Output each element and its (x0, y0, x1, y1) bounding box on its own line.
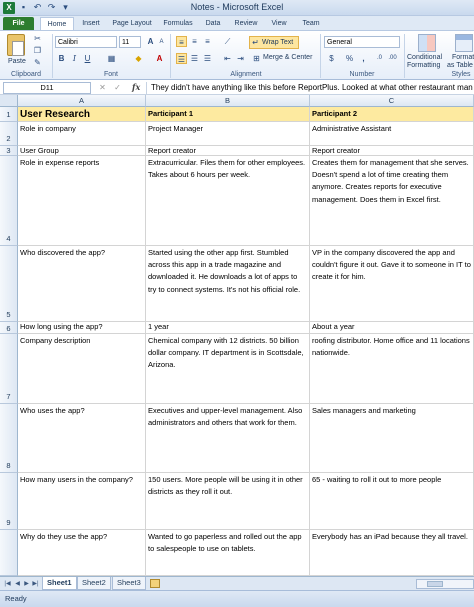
copy-icon[interactable]: ❐ (33, 46, 42, 55)
tab-formulas[interactable]: Formulas (163, 20, 193, 27)
sheet-tab-sheet1[interactable]: Sheet1 (42, 577, 77, 590)
cell-a1[interactable]: User Research (18, 107, 146, 122)
currency-button[interactable]: $ (329, 54, 334, 63)
cell-c4[interactable]: Creates them for management that she serves. Doesn't spend a lot of time creating them anymore. Creates reports for executive management. Does them in Excel first. (310, 156, 474, 246)
italic-button[interactable]: I (72, 54, 77, 63)
merge-center-button[interactable]: Merge & Center (263, 54, 313, 61)
column-header-c[interactable]: C (310, 95, 474, 107)
grow-font-icon[interactable]: A (147, 37, 154, 46)
cell-a5[interactable]: Who discovered the app? (18, 246, 146, 322)
group-divider (52, 34, 53, 78)
horizontal-scrollbar[interactable] (416, 579, 474, 589)
cell-c1[interactable]: Participant 2 (310, 107, 474, 122)
decrease-indent-icon[interactable]: ⇤ (224, 54, 231, 63)
cell-b10[interactable]: Wanted to go paperless and rolled out the app to salespeople to use on tablets. (146, 530, 310, 576)
clipboard-group-label: Clipboard (11, 71, 41, 78)
sheet-tab-bar (0, 576, 474, 590)
format-as-table-button-line2[interactable]: as Table (447, 62, 473, 69)
group-divider (170, 34, 171, 78)
cell-a10[interactable]: Why do they use the app? (18, 530, 146, 576)
decrease-decimal-icon[interactable]: .00 (388, 55, 397, 61)
fill-color-icon[interactable]: ◆ (135, 54, 142, 63)
percent-button[interactable]: % (345, 54, 354, 63)
cell-a2[interactable]: Role in company (18, 122, 146, 146)
cell-c3[interactable]: Report creator (310, 146, 474, 156)
insert-sheet-icon[interactable] (150, 579, 160, 588)
next-sheet-icon[interactable]: ▶ (24, 581, 29, 587)
status-text: Ready (5, 594, 27, 603)
cancel-icon[interactable]: ✕ (99, 83, 106, 92)
tab-home[interactable]: Home (40, 17, 74, 30)
tab-file[interactable]: File (3, 17, 34, 30)
conditional-formatting-button-line2[interactable]: Formatting (407, 62, 441, 69)
cell-c2[interactable]: Administrative Assistant (310, 122, 474, 146)
number-format-select[interactable]: General (324, 36, 400, 48)
bottom-align-icon[interactable]: ≡ (205, 37, 210, 46)
group-divider (404, 34, 405, 78)
cell-a9[interactable]: How many users in the company? (18, 473, 146, 530)
cell-a8[interactable]: Who uses the app? (18, 404, 146, 473)
cell-a3[interactable]: User Group (18, 146, 146, 156)
cell-b9[interactable]: 150 users. More people will be using it in other districts as they roll it out. (146, 473, 310, 530)
select-all-corner[interactable] (0, 95, 18, 107)
merge-icon: ⊞ (253, 54, 260, 63)
conditional-formatting-icon[interactable] (418, 34, 436, 52)
format-as-table-button[interactable]: Format (452, 54, 474, 61)
enter-icon[interactable]: ✓ (114, 83, 121, 92)
format-painter-icon[interactable]: ✎ (34, 58, 41, 67)
cell-b7[interactable]: Chemical company with 12 districts. 50 billion dollar company. IT department is in Scottsdale, Arizona. (146, 334, 310, 404)
cell-b5[interactable]: Started using the other app first. Stumbled across this app in a trade magazine and downloaded it. He downloads a lot of apps to try to connect systems. It's not his official role. (146, 246, 310, 322)
align-center-icon[interactable]: ☰ (190, 54, 199, 63)
customize-qat-icon[interactable]: ▾ (63, 2, 68, 12)
shrink-font-icon[interactable]: A (159, 39, 164, 45)
sheet-tab-sheet3[interactable]: Sheet3 (112, 577, 146, 590)
underline-button[interactable]: U (84, 54, 91, 63)
row-header[interactable]: 5 (0, 246, 18, 322)
tab-team[interactable]: Team (302, 20, 320, 27)
row-header[interactable]: 9 (0, 473, 18, 530)
row-header[interactable]: 8 (0, 404, 18, 473)
tab-insert[interactable]: Insert (82, 20, 100, 27)
borders-icon[interactable]: ▦ (107, 54, 116, 63)
align-right-icon[interactable]: ☰ (203, 54, 212, 63)
wrap-text-icon: ↵ (252, 38, 259, 47)
ribbon (0, 30, 474, 80)
conditional-formatting-button[interactable]: Conditional (407, 54, 443, 61)
row-header[interactable]: 3 (0, 146, 18, 156)
cell-b2[interactable]: Project Manager (146, 122, 310, 146)
title-bar (0, 0, 474, 16)
paste-icon[interactable] (7, 34, 25, 56)
align-left-icon[interactable]: ☰ (177, 55, 186, 64)
middle-align-icon[interactable]: ≡ (192, 37, 197, 46)
row-header[interactable]: 7 (0, 334, 18, 404)
row-header[interactable]: 4 (0, 156, 18, 246)
alignment-group-label: Alignment (230, 71, 262, 78)
increase-decimal-icon[interactable]: .0 (376, 55, 382, 61)
format-as-table-icon[interactable] (455, 34, 473, 52)
cell-c7[interactable]: roofing distributor. Home office and 11 locations nationwide. (310, 334, 474, 404)
first-sheet-icon[interactable]: |◀ (4, 581, 11, 587)
row-header[interactable]: 6 (0, 322, 18, 334)
row-header[interactable]: 2 (0, 122, 18, 146)
tab-data[interactable]: Data (205, 20, 221, 27)
cell-a4[interactable]: Role in expense reports (18, 156, 146, 246)
tab-view[interactable]: View (271, 20, 287, 27)
cell-a7[interactable]: Company description (18, 334, 146, 404)
tab-review[interactable]: Review (234, 20, 258, 27)
tab-page-layout[interactable]: Page Layout (112, 20, 152, 27)
number-group-label: Number (349, 71, 375, 78)
save-icon[interactable]: ▪ (21, 2, 26, 12)
cell-c5[interactable]: VP in the company discovered the app and couldn't figure it out. Gave it to someone in IT to create it for him. (310, 246, 474, 322)
cell-a6[interactable]: How long using the app? (18, 322, 146, 334)
scrollbar-thumb[interactable] (427, 581, 443, 587)
cell-c9[interactable]: 65 - waiting to roll it out to more people (310, 473, 474, 530)
cell-c6[interactable]: About a year (310, 322, 474, 334)
formula-input[interactable]: They didn't have anything like this before ReportPlus. Looked at what other restaurant man (146, 82, 474, 94)
ribbon-tabs (0, 16, 474, 30)
row-header[interactable]: 1 (0, 107, 18, 122)
cell-b6[interactable]: 1 year (146, 322, 310, 334)
top-align-icon[interactable]: ≡ (176, 36, 187, 47)
column-header-b[interactable]: B (146, 95, 310, 107)
insert-function-button[interactable]: fx (132, 82, 141, 92)
status-bar (0, 590, 474, 607)
group-divider (320, 34, 321, 78)
last-sheet-icon[interactable]: ▶| (32, 581, 39, 587)
name-box[interactable]: D11 (3, 82, 91, 94)
font-name-select[interactable]: Calibri (55, 36, 117, 48)
font-group-label: Font (103, 71, 118, 78)
styles-group-label: Styles (451, 71, 471, 78)
font-size-select[interactable]: 11 (119, 36, 141, 48)
paste-button[interactable]: Paste (8, 58, 26, 65)
font-color-icon[interactable]: A (156, 54, 163, 63)
cell-b1[interactable]: Participant 1 (146, 107, 310, 122)
bold-button[interactable]: B (58, 54, 65, 63)
excel-icon[interactable]: X (3, 2, 15, 14)
prev-sheet-icon[interactable]: ◀ (15, 581, 20, 587)
comma-button[interactable]: , (362, 54, 365, 63)
window-title: Notes - Microsoft Excel (190, 2, 284, 12)
sheet-tab-sheet2[interactable]: Sheet2 (77, 577, 111, 590)
cell-b4[interactable]: Extracurricular. Files them for other employees. Takes about 6 hours per week. (146, 156, 310, 246)
formula-bar (0, 81, 474, 95)
redo-icon[interactable]: ↷ (47, 2, 56, 12)
cell-c10[interactable]: Everybody has an iPad because they all travel. (310, 530, 474, 576)
increase-indent-icon[interactable]: ⇥ (237, 54, 244, 63)
wrap-text-button[interactable]: Wrap Text (249, 36, 299, 49)
orientation-icon[interactable]: ⟋ (224, 37, 231, 46)
cell-c8[interactable]: Sales managers and marketing (310, 404, 474, 473)
cell-b3[interactable]: Report creator (146, 146, 310, 156)
cell-b8[interactable]: Executives and upper-level management. Also administrators and others that work for them. (146, 404, 310, 473)
undo-icon[interactable]: ↶ (33, 2, 42, 12)
cut-icon[interactable]: ✂ (34, 34, 41, 43)
column-header-a[interactable]: A (18, 95, 146, 107)
row-header[interactable] (0, 530, 18, 576)
